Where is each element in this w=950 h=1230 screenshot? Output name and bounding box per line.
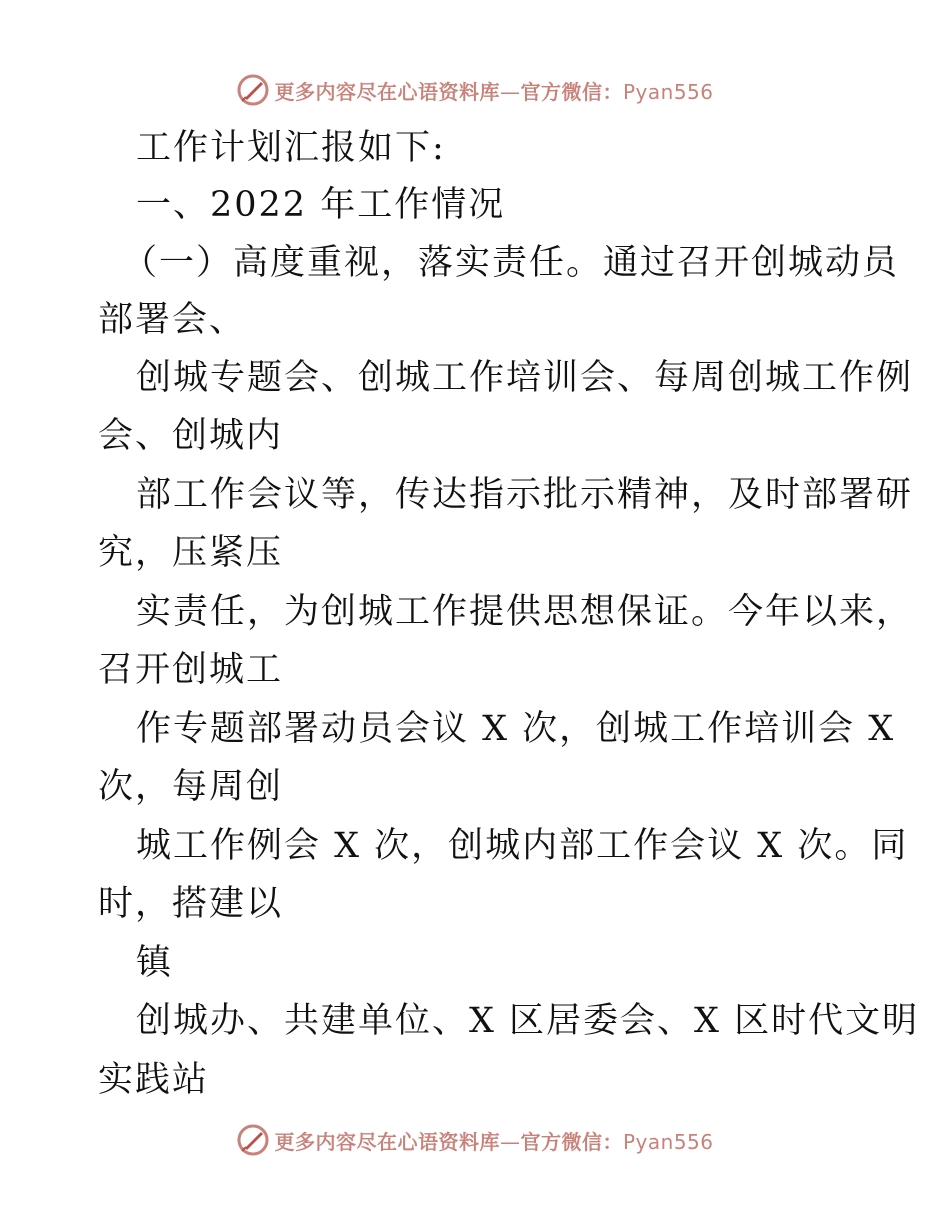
- quill-pen-logo-icon: [236, 1123, 270, 1157]
- quill-pen-logo-icon: [236, 73, 270, 107]
- body-line: 实践站: [98, 1060, 210, 1100]
- body-line: 创城办、共建单位、X 区居委会、X 区时代文明: [136, 1001, 920, 1041]
- header-watermark: [0, 70, 950, 110]
- body-line: 作专题部署动员会议 X 次，创城工作培训会 X: [136, 709, 896, 749]
- body-line: 创城专题会、创城工作培训会、每周创城工作例: [136, 358, 914, 398]
- body-line: （一）高度重视，落实责任。通过召开创城动员: [122, 243, 900, 283]
- section-heading: 一、2022 年工作情况: [136, 185, 506, 225]
- footer-watermark: [0, 1120, 950, 1160]
- body-line: 城工作例会 X 次，创城内部工作会议 X 次。同: [136, 826, 909, 866]
- body-line: 实责任，为创城工作提供思想保证。今年以来，: [136, 592, 914, 632]
- body-line: 究，压紧压: [98, 533, 284, 573]
- body-line: 部工作会议等，传达指示批示精神，及时部署研: [136, 475, 914, 515]
- body-line: 镇: [136, 943, 174, 983]
- watermark-text: 更多内容尽在心语资料库—官方微信：Pyan556: [274, 1129, 714, 1154]
- body-line: 会、创城内: [98, 416, 284, 456]
- body-line: 时，搭建以: [98, 884, 284, 924]
- body-line: 次，每周创: [98, 767, 284, 807]
- body-line: 工作计划汇报如下:: [136, 128, 446, 168]
- watermark-text: 更多内容尽在心语资料库—官方微信：Pyan556: [274, 79, 714, 104]
- body-line: 召开创城工: [98, 650, 284, 690]
- body-line: 部署会、: [98, 300, 247, 340]
